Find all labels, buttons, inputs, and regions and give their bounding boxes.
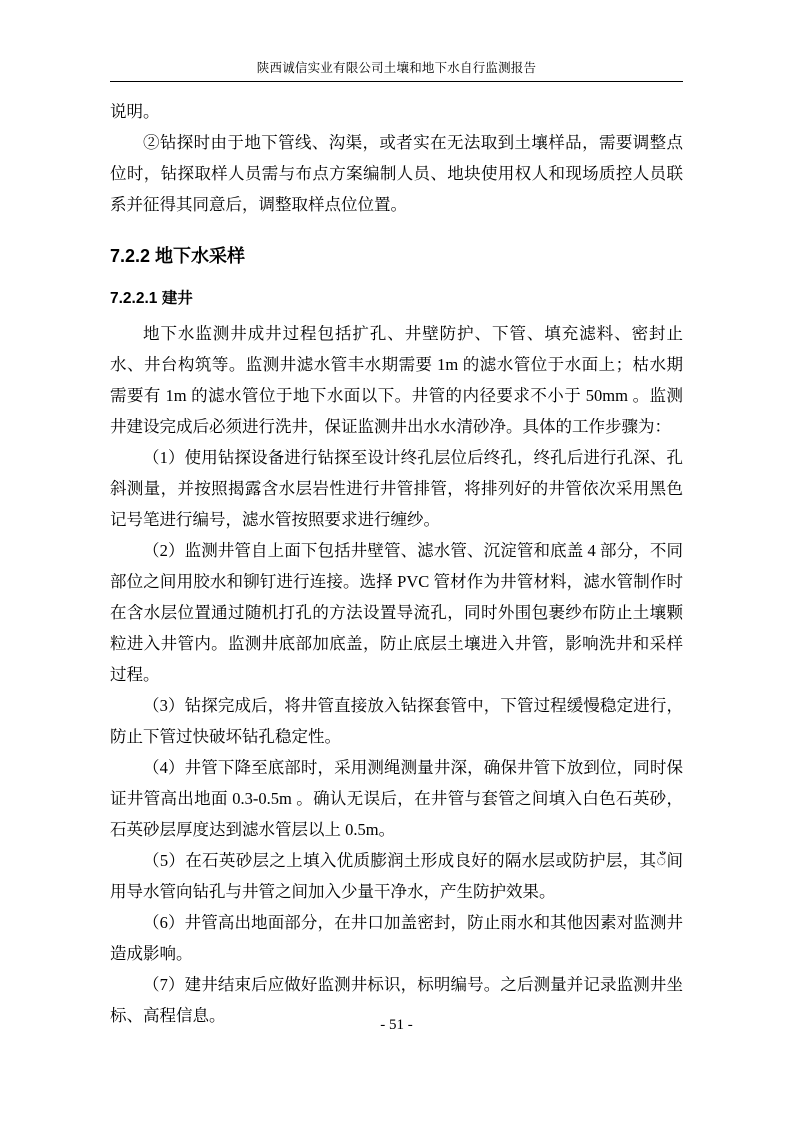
paragraph-step-2: （2）监测井管自上面下包括井壁管、滤水管、沉淀管和底盖 4 部分，不同部位之间用胶水和铆钉进行连接。选择 PVC 管材作为井管材料，滤水管制作时在含水层位置通过随机打孔的方法设置导流孔，同时外围包裹纱布防止土壤颗粒进入井管内。监测井底部加底盖，防止底层土壤进入井管，影响洗井和采样过程。	[110, 541, 683, 684]
paragraph-step-7: （7）建井结束后应做好监测井标识，标明编号。之后测量并记录监测井坐标、高程信息。	[110, 975, 683, 1025]
paragraph-step-3: （3）钻探完成后，将井管直接放入钻探套管中，下管过程缓慢稳定进行，防止下管过快破坏钻孔稳定性。	[110, 696, 683, 746]
paragraph-well-construction-intro: 地下水监测井成井过程包括扩孔、井壁防护、下管、填充滤料、密封止水、井台构筑等。监测井滤水管丰水期需要 1m 的滤水管位于水面上；枯水期需要有 1m 的滤水管位于地下水面以下。井管的内径要求不小于 50mm 。监测井建设完成后必须进行洗井，保证监测井出水水清砂净。具体的工作步骤为：	[110, 324, 683, 436]
paragraph-step-1: （1）使用钻探设备进行钻探至设计终孔层位后终孔，终孔后进行孔深、孔斜测量，并按照揭露含水层岩性进行井管排管，将排列好的井管依次采用黑色记号笔进行编号，滤水管按照要求进行缠纱。	[110, 448, 683, 529]
paragraph-step-6: （6）井管高出地面部分，在井口加盖密封，防止雨水和其他因素对监测井造成影响。	[110, 913, 683, 963]
section-heading-7-2-2-1: 7.2.2.1 建井	[110, 290, 193, 307]
section-heading-7-2-2: 7.2.2 地下水采样	[110, 246, 246, 266]
paragraph-step-4: （4）井管下降至底部时，采用测绳测量井深，确保井管下放到位，同时保证井管高出地面 0.3-0.5m 。确认无误后，在井管与套管之间填入白色石英砂，石英砂层厚度达到滤水管层以上 0.5m。	[110, 758, 683, 839]
body-text	[110, 96, 683, 1031]
running-header: 陕西诚信实业有限公司土壤和地下水自行监测报告	[110, 58, 683, 82]
page-content	[110, 58, 683, 1031]
paragraph-continued: 说明。	[110, 102, 160, 121]
page-number: - 51 -	[380, 1017, 413, 1033]
paragraph-item-2: ②钻探时由于地下管线、沟渠，或者实在无法取到土壤样品，需要调整点位时，钻探取样人员需与布点方案编制人员、地块使用权人和现场质控人员联系并征得其同意后，调整取样点位位置。	[110, 133, 683, 214]
paragraph-step-5: （5）在石英砂层之上填入优质膨润土形成良好的隔水层或防护层，其ँ间用导水管向钻孔与井管之间加入少量干净水，产生防护效果。	[110, 851, 683, 901]
